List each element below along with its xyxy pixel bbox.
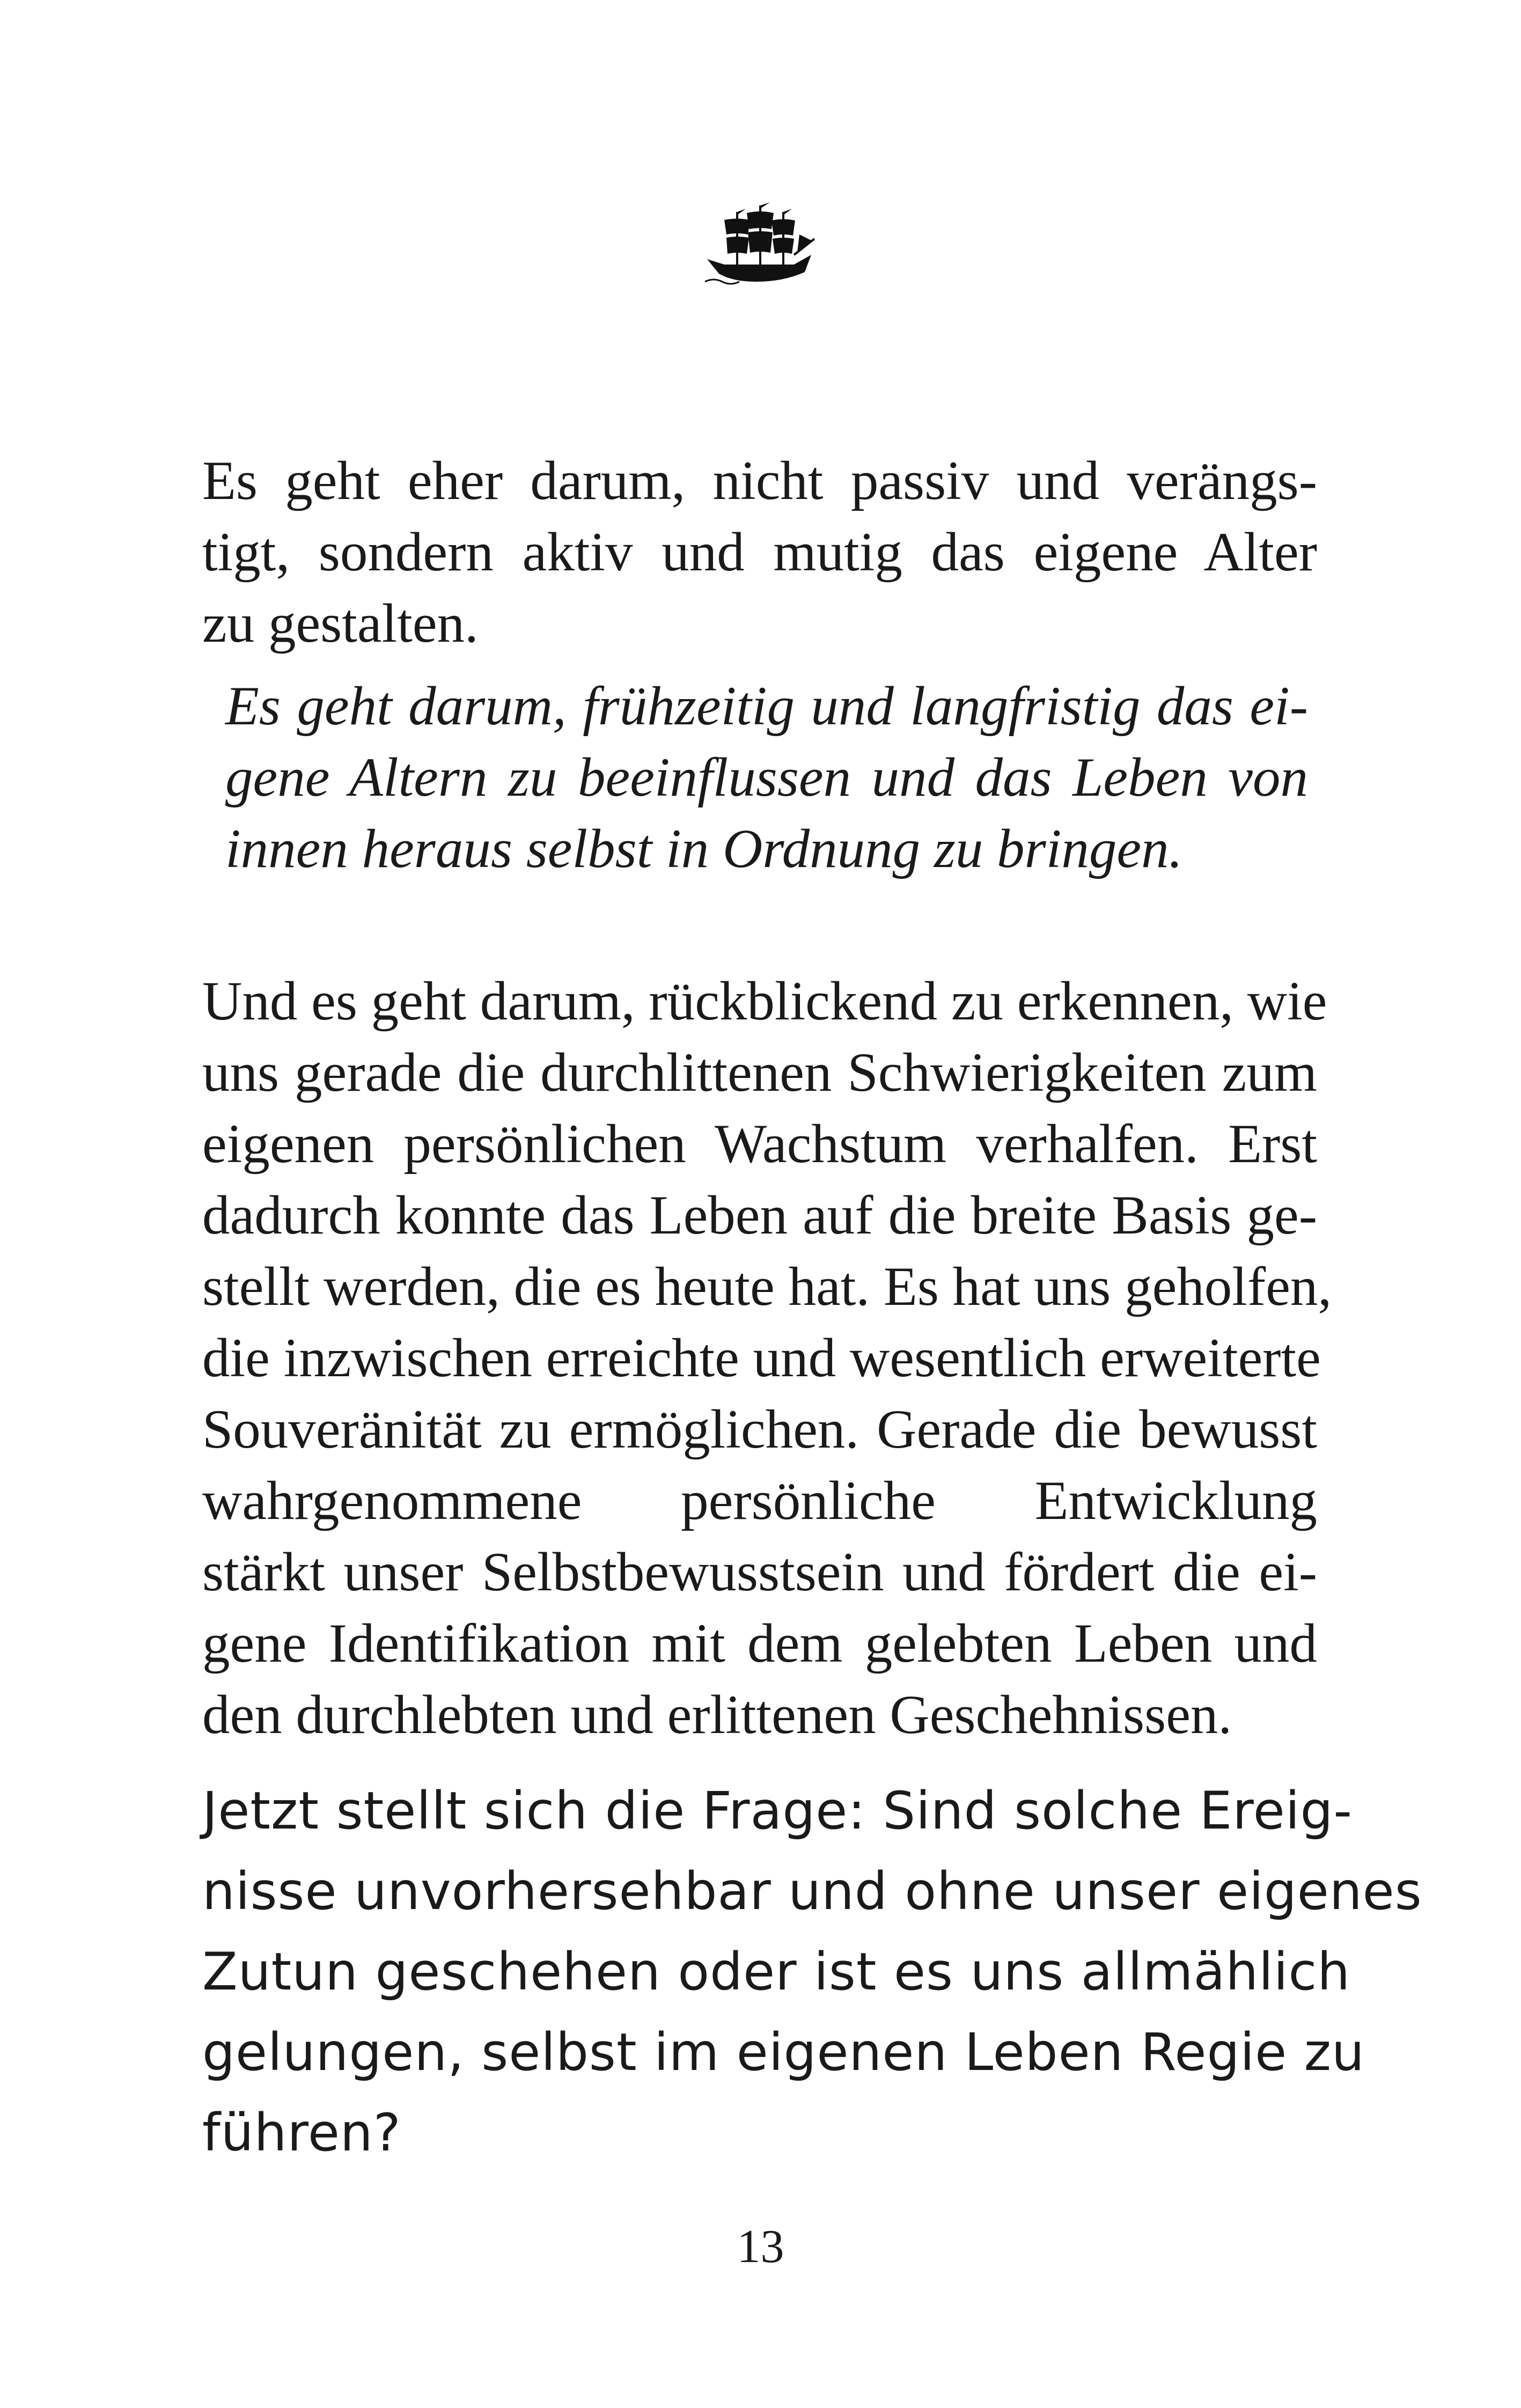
text-line: die inzwischen erreichte und wesentlich erweiterte [202, 1327, 1321, 1389]
text-line: Jetzt stellt sich die Frage: Sind solche Ereig- [202, 1781, 1353, 1841]
text-line: führen? [202, 2103, 401, 2163]
text-line: dadurch konnte das Leben auf die breite Basis ge- [202, 1185, 1317, 1246]
text-line: wahrgenommene persönliche Entwicklung [202, 1470, 1317, 1531]
text-line: zu gestalten. [202, 593, 479, 654]
paragraph-italic-quote [225, 671, 1308, 885]
text-line: Souveränität zu ermöglichen. Gerade die bewusst [202, 1399, 1317, 1460]
sailing-ship-icon [703, 201, 815, 290]
text-line: uns gerade die durchlittenen Schwierigkeiten zum [202, 1042, 1317, 1103]
text-line: gene Altern zu beeinflussen und das Leben von [225, 747, 1308, 808]
text-line: Und es geht darum, rückblickend zu erkennen, wie [202, 971, 1327, 1032]
text-line: den durchlebten und erlittenen Geschehnissen. [202, 1684, 1232, 1745]
paragraph-body [202, 966, 1332, 1751]
text-line: gelungen, selbst im eigenen Leben Regie zu [202, 2022, 1365, 2082]
text-line: gene Identifikation mit dem gelebten Leben und [202, 1613, 1317, 1674]
paragraph-intro [202, 445, 1317, 659]
page-number: 13 [737, 2221, 784, 2273]
text-line: innen heraus selbst in Ordnung zu bringen. [225, 818, 1183, 879]
text-line: tigt, sondern aktiv und mutig das eigene Alter [202, 522, 1317, 583]
text-line: nisse unvorhersehbar und ohne unser eigenes [202, 1861, 1422, 1921]
text-line: Es geht darum, frühzeitig und langfristig das ei- [225, 676, 1308, 737]
text-line: eigenen persönlichen Wachstum verhalfen. Erst [202, 1113, 1317, 1174]
text-line: Es geht eher darum, nicht passiv und verängs- [202, 450, 1317, 511]
text-line: stärkt unser Selbstbewusstsein und fördert die ei- [202, 1541, 1317, 1603]
paragraph-question [202, 1771, 1422, 2173]
text-line: Zutun geschehen oder ist es uns allmählich [202, 1942, 1351, 2002]
text-line: stellt werden, die es heute hat. Es hat uns geholfen, [202, 1256, 1332, 1317]
